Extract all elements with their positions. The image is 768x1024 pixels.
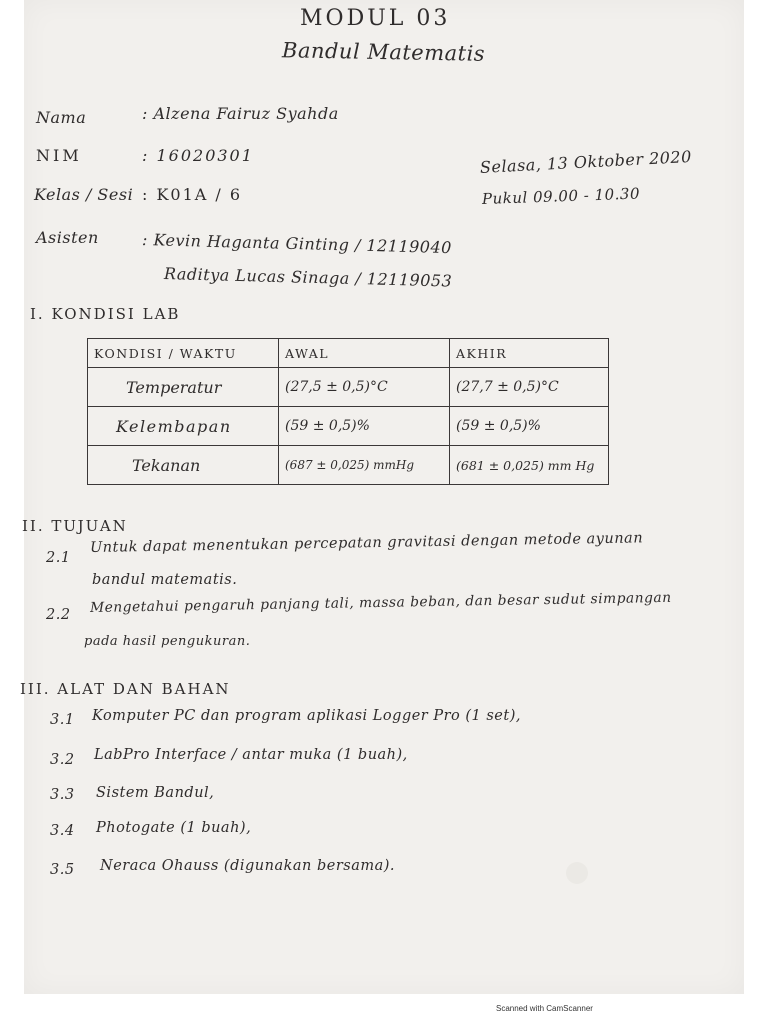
kelas-label: Kelas / Sesi bbox=[34, 185, 134, 204]
alat-item: LabPro Interface / antar muka (1 buah), bbox=[94, 747, 408, 763]
table-header-row bbox=[88, 339, 609, 368]
row-akhir: (59 ± 0,5)% bbox=[450, 407, 609, 446]
tujuan-number: 2.2 bbox=[46, 607, 71, 623]
alat-number: 3.2 bbox=[50, 752, 75, 768]
alat-number: 3.5 bbox=[50, 862, 75, 878]
row-awal: (687 ± 0,025) mmHg bbox=[279, 446, 450, 485]
alat-item: Neraca Ohauss (digunakan bersama). bbox=[100, 858, 396, 874]
module-title: MODUL 03 bbox=[300, 6, 451, 31]
table-header-kondisi: KONDISI / WAKTU bbox=[88, 339, 279, 368]
nama-label: Nama bbox=[36, 108, 87, 127]
lab-conditions-table bbox=[87, 338, 609, 485]
module-subtitle: Bandul Matematis bbox=[281, 38, 486, 66]
session-date: Selasa, 13 Oktober 2020 bbox=[479, 146, 693, 177]
row-label: Tekanan bbox=[88, 446, 279, 485]
row-awal: (27,5 ± 0,5)°C bbox=[279, 368, 450, 407]
session-time: Pukul 09.00 - 10.30 bbox=[481, 184, 641, 208]
table-header-awal: AWAL bbox=[279, 339, 450, 368]
nim-label: NIM bbox=[36, 146, 82, 165]
tujuan-number: 2.1 bbox=[46, 550, 71, 566]
scanner-watermark: Scanned with CamScanner bbox=[496, 1004, 593, 1013]
row-akhir: (27,7 ± 0,5)°C bbox=[450, 368, 609, 407]
row-label: Temperatur bbox=[88, 368, 279, 407]
asisten-value-2: Raditya Lucas Sinaga / 12119053 bbox=[163, 264, 453, 291]
asisten-value-1: : Kevin Haganta Ginting / 12119040 bbox=[141, 230, 453, 258]
asisten-label: Asisten bbox=[36, 228, 99, 247]
nim-value: : 16020301 bbox=[142, 146, 254, 165]
paper-smudge bbox=[566, 862, 588, 884]
kelas-value: : K01A / 6 bbox=[142, 185, 243, 204]
nama-value: : Alzena Fairuz Syahda bbox=[142, 104, 339, 123]
tujuan-line: pada hasil pengukuran. bbox=[84, 634, 251, 649]
table-row bbox=[88, 446, 609, 485]
alat-item: Photogate (1 buah), bbox=[96, 820, 252, 836]
row-akhir: (681 ± 0,025) mm Hg bbox=[450, 446, 609, 485]
row-awal: (59 ± 0,5)% bbox=[279, 407, 450, 446]
alat-item: Sistem Bandul, bbox=[96, 785, 215, 801]
section-tujuan-title: II. TUJUAN bbox=[22, 517, 128, 535]
alat-number: 3.3 bbox=[50, 787, 75, 803]
table-row bbox=[88, 368, 609, 407]
alat-number: 3.4 bbox=[50, 823, 75, 839]
tujuan-line: Mengetahui pengaruh panjang tali, massa beban, dan besar sudut simpangan bbox=[89, 589, 672, 616]
table-row bbox=[88, 407, 609, 446]
table-header-akhir: AKHIR bbox=[450, 339, 609, 368]
section-kondisi-lab-title: I. KONDISI LAB bbox=[30, 305, 181, 323]
tujuan-line: Untuk dapat menentukan percepatan gravitasi dengan metode ayunan bbox=[89, 530, 644, 556]
tujuan-line: bandul matematis. bbox=[92, 572, 238, 588]
alat-number: 3.1 bbox=[50, 712, 75, 728]
row-label: Kelembapan bbox=[88, 407, 279, 446]
alat-item: Komputer PC dan program aplikasi Logger Pro (1 set), bbox=[92, 708, 521, 724]
section-alat-bahan-title: III. ALAT DAN BAHAN bbox=[20, 680, 231, 698]
